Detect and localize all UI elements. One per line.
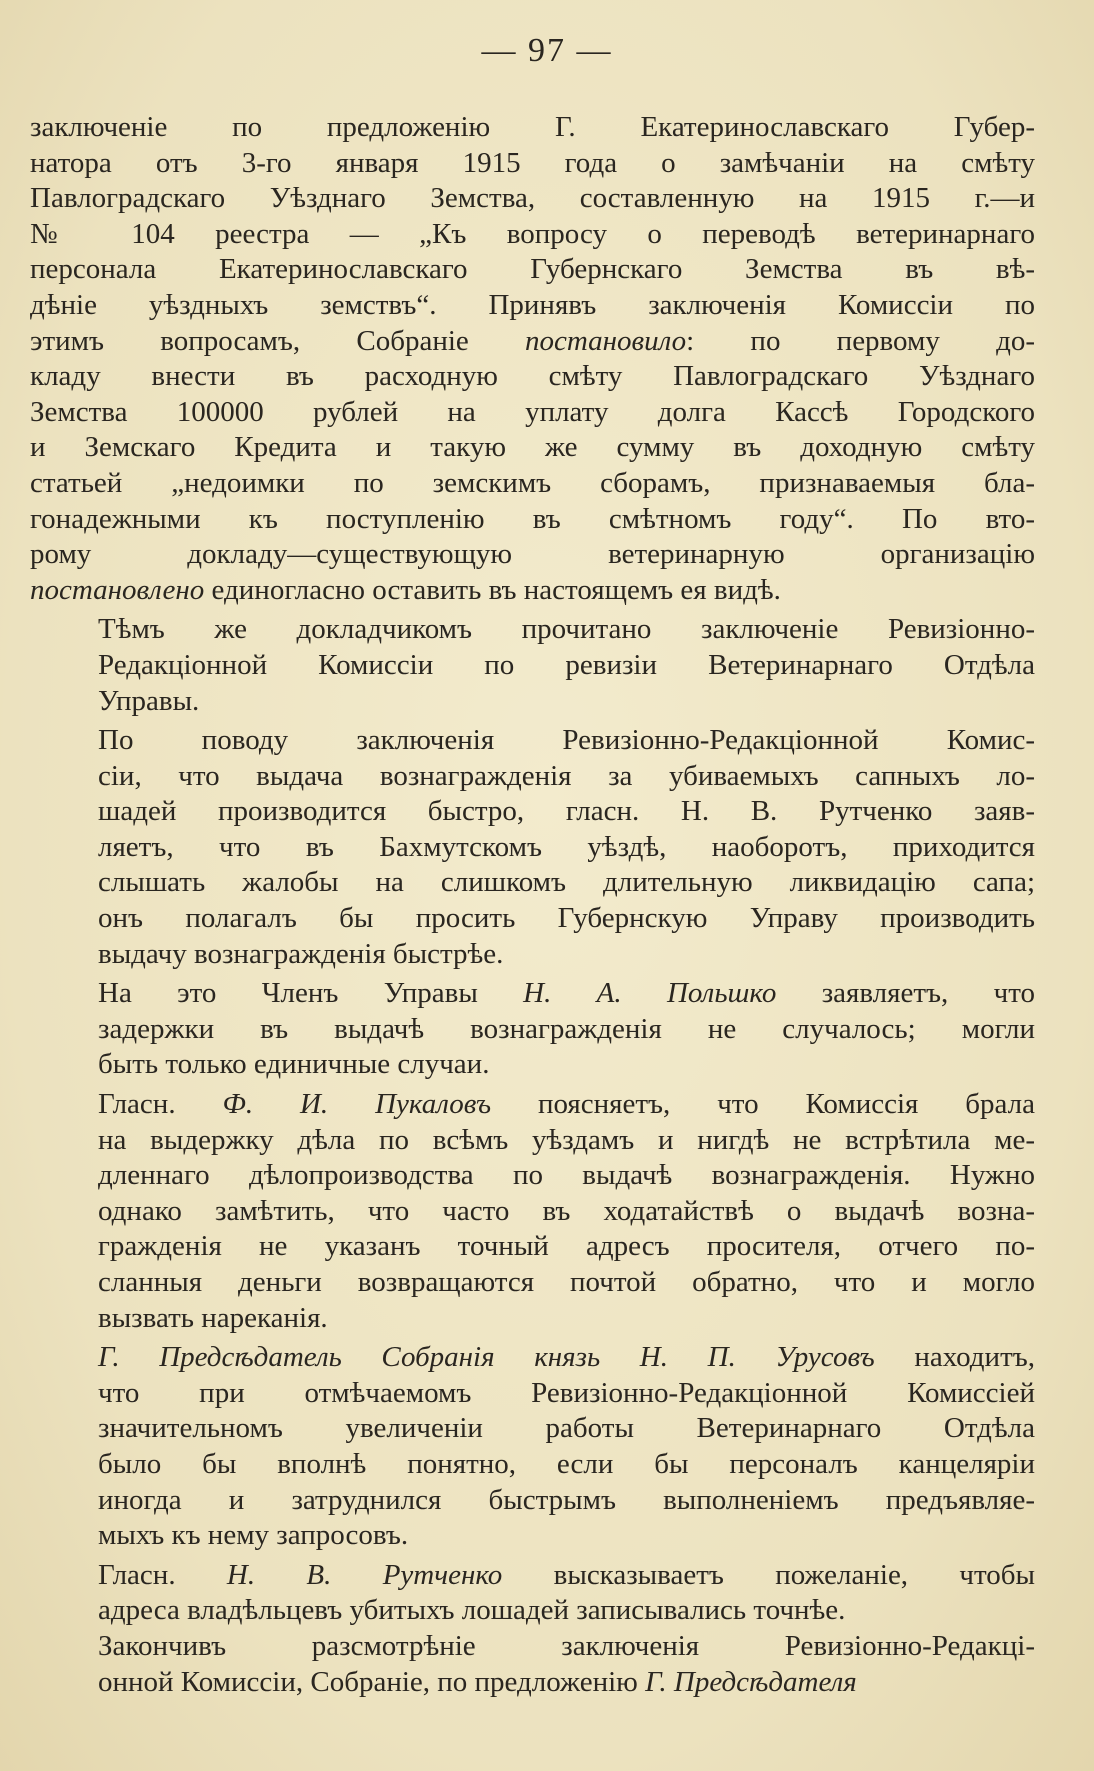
paragraph	[30, 1558, 1035, 1629]
text-line	[30, 1593, 1035, 1629]
text-run: Гласн.	[98, 1088, 223, 1121]
text-line	[30, 1301, 1035, 1337]
text-line	[30, 537, 1035, 573]
text-run: заявляетъ, что	[776, 977, 1035, 1010]
text-run: заключеніе по предложенію Г. Екатеринославскаго Губер-	[30, 111, 1035, 143]
text-run: ляетъ, что въ Бахмутскомъ уѣздѣ, наоборотъ, приходится	[98, 830, 1035, 863]
paragraph	[30, 612, 1035, 719]
paragraph	[30, 976, 1035, 1083]
text-run: выдачу вознагражденія быстрѣе.	[98, 937, 504, 970]
italic-run: Г. Предсѣдателя	[645, 1665, 857, 1698]
text-line	[30, 612, 1035, 648]
text-run: адреса владѣльцевъ убитыхъ лошадей записывались точнѣе.	[98, 1594, 846, 1627]
text-run: Закончивъ разсмотрѣніе заключенія Ревизіонно-Редакці-	[98, 1629, 1035, 1662]
text-run: статьей „недоимки по земскимъ сборамъ, признаваемыя бла-	[30, 466, 1035, 499]
italic-run: Н. А. Польшко	[523, 977, 777, 1010]
text-line	[30, 976, 1035, 1012]
text-run: поясняетъ, что Комиссія брала	[491, 1088, 1035, 1121]
text-run: мыхъ къ нему запросовъ.	[98, 1519, 409, 1552]
text-run: единогласно оставить въ настоящемъ ея видѣ.	[204, 573, 781, 606]
text-line	[30, 1194, 1035, 1230]
text-run: Редакціонной Комиссіи по ревизіи Ветеринарнаго Отдѣла	[98, 648, 1035, 681]
text-line	[30, 1158, 1035, 1194]
text-run: значительномъ увеличеніи работы Ветеринарнаго Отдѣла	[98, 1412, 1035, 1445]
text-run: На это Членъ Управы	[98, 977, 524, 1010]
text-line	[30, 181, 1035, 217]
text-line	[30, 1629, 1035, 1665]
text-run: слышать жалобы на слишкомъ длительную ликвидацію сапа;	[98, 866, 1035, 899]
paragraph	[30, 1087, 1035, 1336]
text-line	[30, 395, 1035, 431]
text-run: Тѣмъ же докладчикомъ прочитано заключеніе Ревизіонно-	[98, 613, 1035, 646]
text-run: : по первому до-	[686, 324, 1035, 357]
paragraph	[30, 1340, 1035, 1554]
text-run: гражденія не указанъ точный адресъ просителя, отчего по-	[98, 1230, 1035, 1263]
text-run: этимъ вопросамъ, Собраніе	[30, 324, 525, 357]
text-run: рому докладу—существующую ветеринарную организацію	[30, 538, 1035, 571]
text-run: на выдержку дѣла по всѣмъ уѣздамъ и нигдѣ не встрѣтила ме-	[98, 1123, 1035, 1156]
text-line	[30, 1411, 1035, 1447]
text-run: Управы.	[98, 684, 200, 717]
text-run: сіи, что выдача вознагражденія за убиваемыхъ сапныхъ ло-	[98, 759, 1035, 792]
text-line	[30, 1447, 1035, 1483]
text-line	[30, 1376, 1035, 1412]
page-number: — 97 —	[481, 32, 613, 69]
text-line	[30, 430, 1035, 466]
text-run: дѣніе уѣздныхъ земствъ“. Принявъ заключенія Комиссіи по	[30, 288, 1035, 321]
text-run: Земства 100000 рублей на уплату долга Кассѣ Городского	[30, 395, 1035, 428]
text-line	[30, 1012, 1035, 1048]
text-run: Павлоградскаго Уѣзднаго Земства, составленную на 1915 г.—и	[30, 182, 1035, 215]
italic-run: постановило	[525, 324, 687, 357]
text-run: кладу внести въ расходную смѣту Павлоградскаго Уѣзднаго	[30, 360, 1035, 393]
text-run: однако замѣтить, что часто въ ходатайствѣ о выдачѣ возна-	[98, 1194, 1035, 1227]
text-line	[30, 1229, 1035, 1265]
text-line	[30, 901, 1035, 937]
text-line	[30, 759, 1035, 795]
italic-run: Н. В. Рутченко	[226, 1558, 503, 1591]
text-run: По поводу заключенія Ревизіонно-Редакціонной Комис-	[98, 724, 1035, 757]
text-run: сланныя деньги возвращаются почтой обратно, что и могло	[98, 1266, 1035, 1298]
text-line	[30, 723, 1035, 759]
text-line	[30, 830, 1035, 866]
text-line	[30, 502, 1035, 538]
text-run: задержки въ выдачѣ вознагражденія не случалось; могли	[98, 1012, 1035, 1045]
text-run: натора отъ 3-го января 1915 года о замѣчаніи на смѣту	[30, 146, 1035, 179]
text-run: иногда и затруднился быстрымъ выполненіемъ предъявляе-	[98, 1483, 1035, 1516]
text-run: что при отмѣчаемомъ Ревизіонно-Редакціонной Комиссіей	[98, 1376, 1035, 1409]
text-run: и Земскаго Кредита и такую же сумму въ доходную смѣту	[30, 431, 1035, 464]
paragraph	[30, 1629, 1035, 1700]
text-line	[30, 1558, 1035, 1594]
text-line	[30, 217, 1035, 253]
text-run: находитъ,	[874, 1341, 1035, 1374]
text-run: № 104 реестра — „Къ вопросу о переводѣ ветеринарнаго	[30, 217, 1035, 250]
text-line	[30, 1483, 1035, 1519]
text-line	[30, 1123, 1035, 1159]
text-run: Гласн.	[98, 1558, 227, 1591]
text-line	[30, 1265, 1035, 1301]
text-line	[30, 288, 1035, 324]
text-line	[30, 1665, 1035, 1701]
text-run: онъ полагалъ бы просить Губернскую Управу производить	[98, 902, 1035, 935]
text-run: персонала Екатеринославскаго Губернскаго Земства въ вѣ-	[30, 253, 1035, 286]
text-line	[30, 324, 1035, 360]
text-line	[30, 1340, 1035, 1376]
text-line	[30, 110, 1035, 146]
text-line	[30, 1518, 1035, 1554]
text-line	[30, 466, 1035, 502]
italic-run: постановлено	[30, 573, 205, 606]
text-run: быть только единичные случаи.	[98, 1048, 490, 1081]
text-line	[30, 794, 1035, 830]
text-line	[30, 937, 1035, 973]
text-line	[30, 648, 1035, 684]
text-body	[30, 110, 1035, 1700]
text-line	[30, 359, 1035, 395]
text-line	[30, 865, 1035, 901]
italic-run: Г. Предсѣдатель Собранія князь Н. П. Урусовъ	[98, 1341, 875, 1374]
text-run: онной Комиссіи, Собраніе, по предложенію	[98, 1665, 646, 1698]
text-run: шадей производится быстро, гласн. Н. В. Рутченко заяв-	[98, 795, 1035, 828]
text-line	[30, 684, 1035, 720]
paragraph	[30, 110, 1035, 608]
text-run: вызвать нареканія.	[98, 1301, 328, 1334]
text-line	[30, 146, 1035, 182]
text-run: гонадежными къ поступленію въ смѣтномъ году“. По вто-	[30, 502, 1035, 535]
text-line	[30, 1047, 1035, 1083]
text-run: было бы вполнѣ понятно, если бы персоналъ канцеляріи	[98, 1447, 1035, 1480]
text-run: дленнаго дѣлопроизводства по выдачѣ вознагражденія. Нужно	[98, 1159, 1035, 1192]
text-line	[30, 573, 1035, 609]
text-line	[30, 252, 1035, 288]
text-line	[30, 1087, 1035, 1123]
italic-run: Ф. И. Пукаловъ	[222, 1088, 492, 1121]
paragraph	[30, 723, 1035, 972]
text-run: высказываетъ пожеланіе, чтобы	[502, 1558, 1036, 1591]
